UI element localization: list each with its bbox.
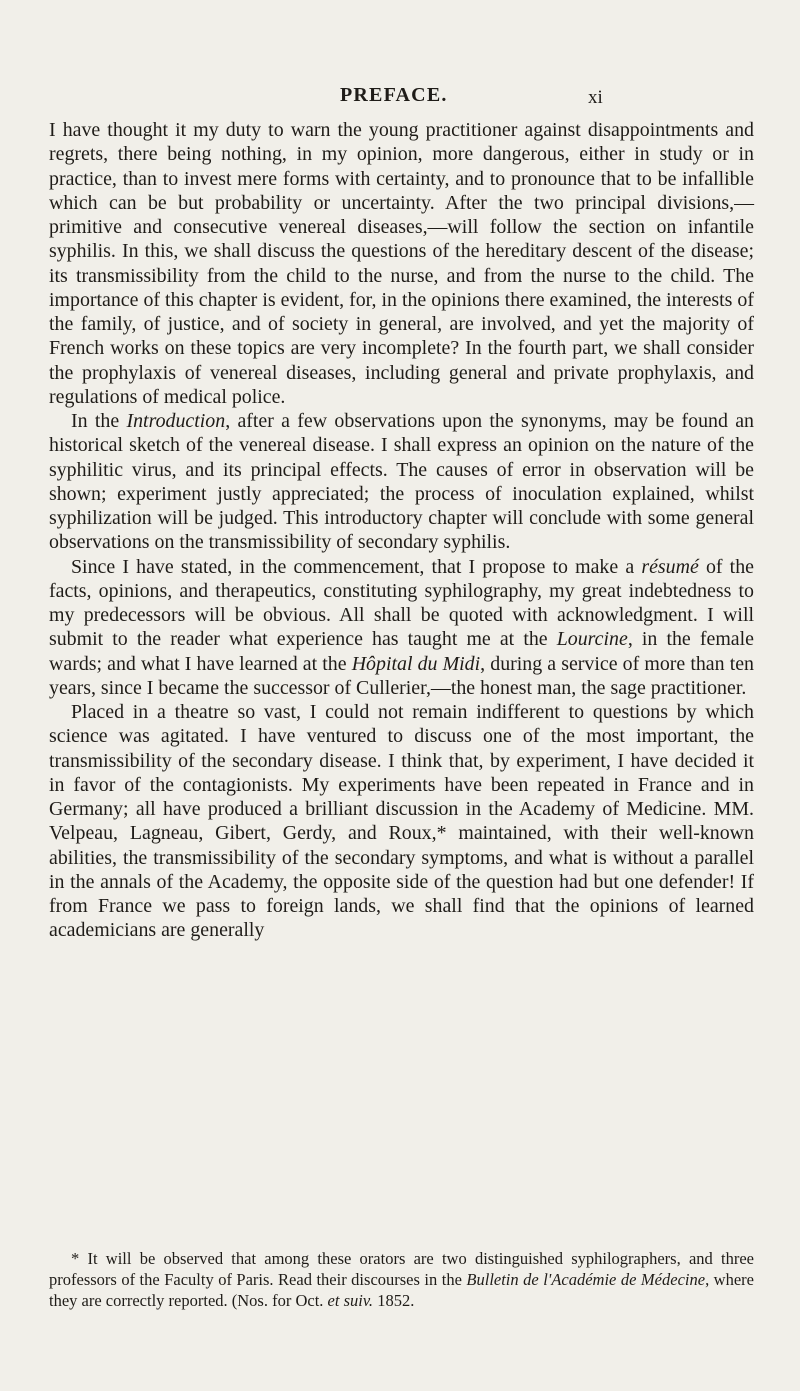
paragraph-2 <box>49 409 754 555</box>
emphasis-bulletin: Bulletin de l'Académie de Médecine <box>466 1270 706 1290</box>
emphasis-et-suiv: et suiv. <box>327 1291 374 1311</box>
paragraph-3-text: Since I have stated, in the commencement, that I propose to make a <box>71 555 642 578</box>
emphasis-resume: résumé <box>641 555 699 578</box>
paragraph-2-text: In the <box>71 410 127 432</box>
header-title: PREFACE. <box>340 84 448 106</box>
paragraph-4: Placed in a theatre so vast, I could not remain indifferent to questions by which science was agitated. I have ventured to discuss one of the most important, the transmissibility of the secondary disease. I think that, by experiment, I have decided it in favor of the contagionists. My experiments have been repeated in France and in Germany; all have produced a brilliant discussion in the Academy of Medicine. MM. Velpeau, Lagneau, Gibert, Gerdy, and Roux,* maintained, with their well-known abilities, the transmissibility of the secondary symptoms, and what is without a parallel in the annals of the Academy, the opposite side of the question had but one defender! If from France we pass to foreign lands, we shall find that the opinions of learned academicians are generally <box>49 701 754 942</box>
paragraph-3-text-cont-2: , in the female wards; and what I have learned at the <box>49 628 754 675</box>
emphasis-hopital-du-midi: Hôpital du Midi <box>351 652 481 675</box>
page-number: xi <box>588 87 603 108</box>
footnote-text <box>49 1248 754 1311</box>
footnote-text-mid: , where they are correctly reported. (Nos. for Oct. <box>49 1270 754 1311</box>
paragraph-1: I have thought it my duty to warn the young practitioner against disappointments and regrets, there being nothing, in my opinion, more dangerous, either in study or in practice, than to invest mere forms with certainty, and to pronounce that to be infallible which can be but probability or uncertainty. After the two principal divisions,—primitive and consecutive venereal diseases,—will follow the section on infantile syphilis. In this, we shall discuss the questions of the hereditary descent of the disease; its transmissibility from the child to the nurse, and from the nurse to the child. The importance of this chapter is evident, for, in the opinions there examined, the interests of the family, of justice, and of society in general, are involved, and yet the majority of French works on these topics are very incomplete? In the fourth part, we shall consider the prophylaxis of venereal diseases, including general and private prophylaxis, and regulations of medical police. <box>49 119 754 408</box>
paragraph-3 <box>49 555 754 701</box>
running-header <box>270 84 670 108</box>
footnote-text-end: 1852. <box>373 1291 415 1311</box>
paragraph-3-text-end: , during a service of more than ten years, since I became the successor of Cullerier,—the honest man, the sage practitioner. <box>49 652 754 699</box>
body-text <box>49 118 754 943</box>
footnote <box>49 1248 754 1311</box>
emphasis-introduction: Introduction <box>126 410 226 432</box>
emphasis-lourcine: Lourcine <box>556 628 628 651</box>
footnote-text-start: * It will be observed that among these orators are two distinguished syphilographers, and three professors of the Faculty of Paris. Read their discourses in the <box>49 1249 754 1290</box>
paragraph-3-text-cont: of the facts, opinions, and therapeutics, constituting syphilography, my great indebtedness to my predecessors will be obvious. All shall be quoted with acknowledgment. I will submit to the reader what experience has taught me at the <box>49 555 754 651</box>
paragraph-2-text-cont: , after a few observations upon the synonyms, may be found an historical sketch of the venereal disease. I shall express an opinion on the nature of the syphilitic virus, and its principal effects. The causes of error in observation will be shown; experiment justly appreciated; the process of inoculation explained, whilst syphilization will be judged. This introductory chapter will conclude with some general observations on the transmissibility of secondary syphilis. <box>49 410 754 554</box>
